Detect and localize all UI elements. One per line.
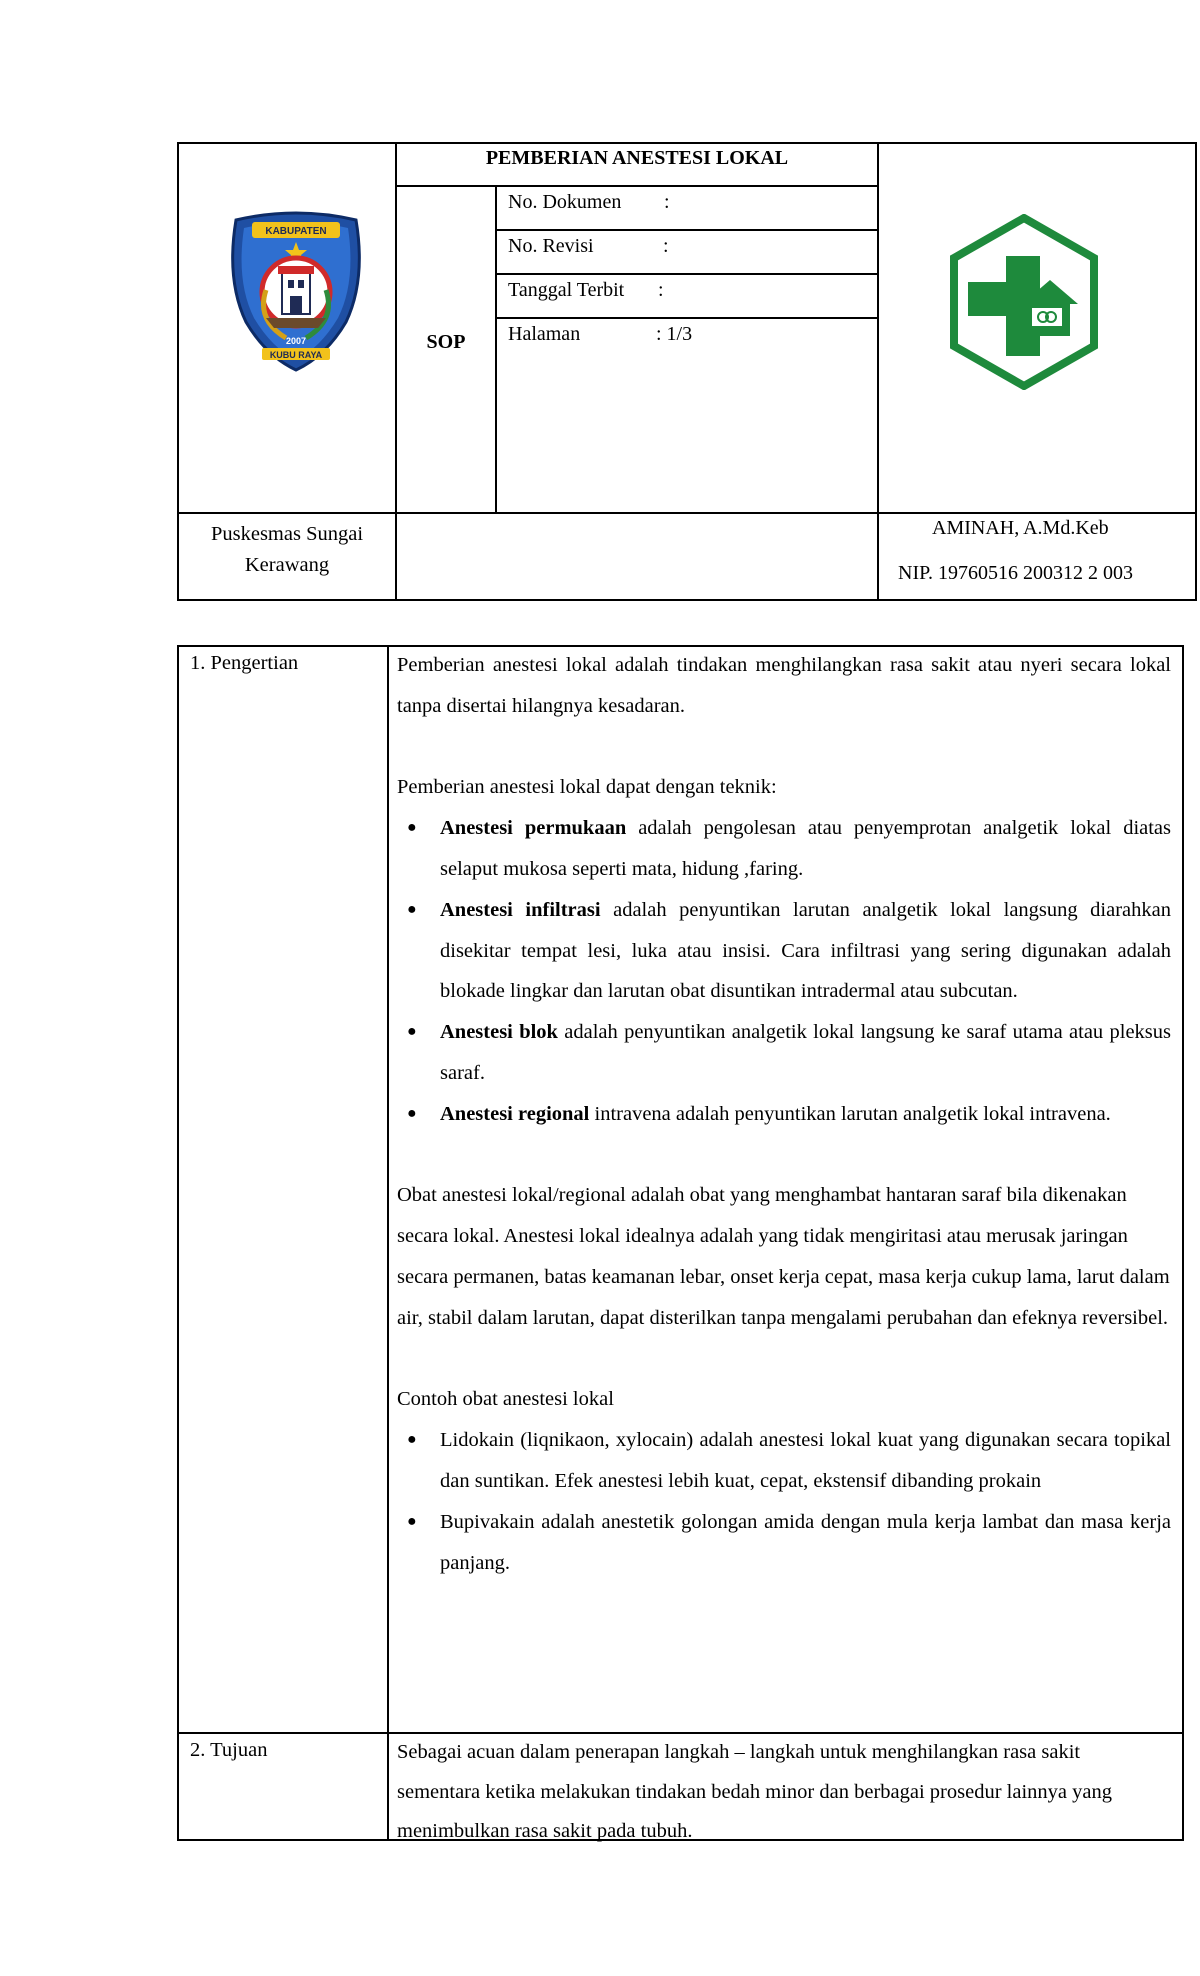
logo-top-text: KABUPATEN [265,226,327,237]
list-item [397,1012,1171,1094]
teknik-intro: Pemberian anestesi lokal dapat dengan teknik: [397,776,777,799]
content-right-border [1182,645,1184,1841]
section-tujuan-content [397,1733,1167,1852]
document-title: PEMBERIAN ANESTESI LOKAL [485,147,789,169]
teknik-desc: adalah penyuntikan larutan analgetik lokal langsung diarahkan disekitar tempat lesi, luka atau insisi. Cara infiltrasi yang sering digunakan adalah blokade lingkar dan larutan obat disuntikan intradermal atau subcutan. [440,898,1171,1003]
obat-paragraph: Obat anestesi lokal/regional adalah obat yang menghambat hantaran saraf bila dikenakan secara lokal. Anestesi lokal idealnya adalah yang tidak mengiritasi atau merusak jaringan secara permanen, batas keamanan lebar, onset kerja cepat, masa kerja cukup lama, larut dalam air, stabil dalam larutan, dapat disterilkan tanpa mengalami perubahan dan efeknya reversibel. [397,1184,1170,1329]
teknik-desc: adalah pengolesan atau penyemprotan analgetik lokal diatas selaput mukosa seperti mata, hidung ,faring. [440,817,1172,880]
section-pengertian-content [397,645,1171,1583]
list-item [397,808,1171,890]
signer-name: AMINAH, A.Md.Keb [932,517,1109,539]
bullet-icon: ● [407,1104,417,1122]
contoh-text: Lidokain (liqnikaon, xylocain) adalah anestesi lokal kuat yang digunakan secara topikal dan suntikan. Efek anestesi lebih kuat, cepat, ekstensif dibanding prokain [440,1429,1171,1492]
list-item [397,890,1171,1012]
puskesmas-logo [948,214,1100,390]
section-pengertian-label: 1. Pengertian [190,652,299,674]
bullet-icon: ● [407,819,417,837]
section-tujuan-label: 2. Tujuan [190,1739,268,1761]
content-left-border [177,645,179,1841]
pengertian-intro: Pemberian anestesi lokal adalah tindakan menghilangkan rasa sakit atau nyeri secara lokal tanpa disertai hilangnya kesadaran. [397,654,1171,717]
field-no-revisi-value: : [663,235,669,257]
signer-nip: NIP. 19760516 200312 2 003 [898,562,1134,584]
tujuan-text: Sebagai acuan dalam penerapan langkah – langkah untuk menghilangkan rasa sakit sementara ketika melakukan tindakan bedah minor dan berbagai prosedur lainnya yang menimbulkan rasa sakit pada tubuh. [397,1741,1112,1842]
field-tanggal-terbit-value: : [658,279,664,301]
field-divider-1 [497,229,878,231]
field-no-dokumen-label: No. Dokumen [508,191,622,213]
header-bottom-border [177,599,1197,601]
bullet-icon: ● [407,1023,417,1041]
contoh-list [397,1420,1171,1583]
contoh-intro: Contoh obat anestesi lokal [397,1388,614,1411]
field-halaman-label: Halaman [508,323,581,345]
kabupaten-kubu-raya-logo [226,210,366,374]
teknik-desc: intravena adalah penyuntikan larutan analgetik lokal intravena. [589,1102,1111,1125]
field-no-revisi-label: No. Revisi [508,235,594,257]
content-col-divider [387,645,389,1841]
teknik-term: Anestesi infiltrasi [440,898,601,921]
list-item [397,1420,1171,1502]
field-divider-2 [497,273,878,275]
teknik-term: Anestesi regional [440,1102,590,1125]
organization-name: Puskesmas Sungai Kerawang [210,523,364,576]
header-row-divider [177,512,1197,514]
header-right-border [1195,142,1197,601]
list-item [397,1094,1171,1135]
sop-label: SOP [426,331,466,353]
teknik-list [397,808,1171,1134]
bullet-icon: ● [407,1431,417,1449]
logo-year-text: 2007 [285,336,307,346]
contoh-text: Bupivakain adalah anestetik golongan amida dengan mula kerja lambat dan masa kerja panjang. [440,1510,1171,1574]
field-divider-3 [497,317,878,319]
bullet-icon: ● [407,900,417,918]
header-col-divider-sop [495,185,497,513]
header-title-divider [396,185,878,187]
bullet-icon: ● [407,1512,417,1530]
header-col-divider-2 [877,142,879,601]
header-top-border [177,142,1197,144]
field-halaman-value: : 1/3 [656,323,693,345]
list-item [397,1502,1171,1584]
teknik-desc: adalah penyuntikan analgetik lokal langsung ke saraf utama atau pleksus saraf. [440,1021,1171,1084]
field-tanggal-terbit-label: Tanggal Terbit [508,279,625,301]
teknik-term: Anestesi permukaan [440,817,627,840]
logo-bottom-text: KUBU RAYA [269,350,323,360]
teknik-term: Anestesi blok [440,1021,558,1044]
header-col-divider-1 [395,142,397,601]
field-no-dokumen-value: : [664,191,670,213]
